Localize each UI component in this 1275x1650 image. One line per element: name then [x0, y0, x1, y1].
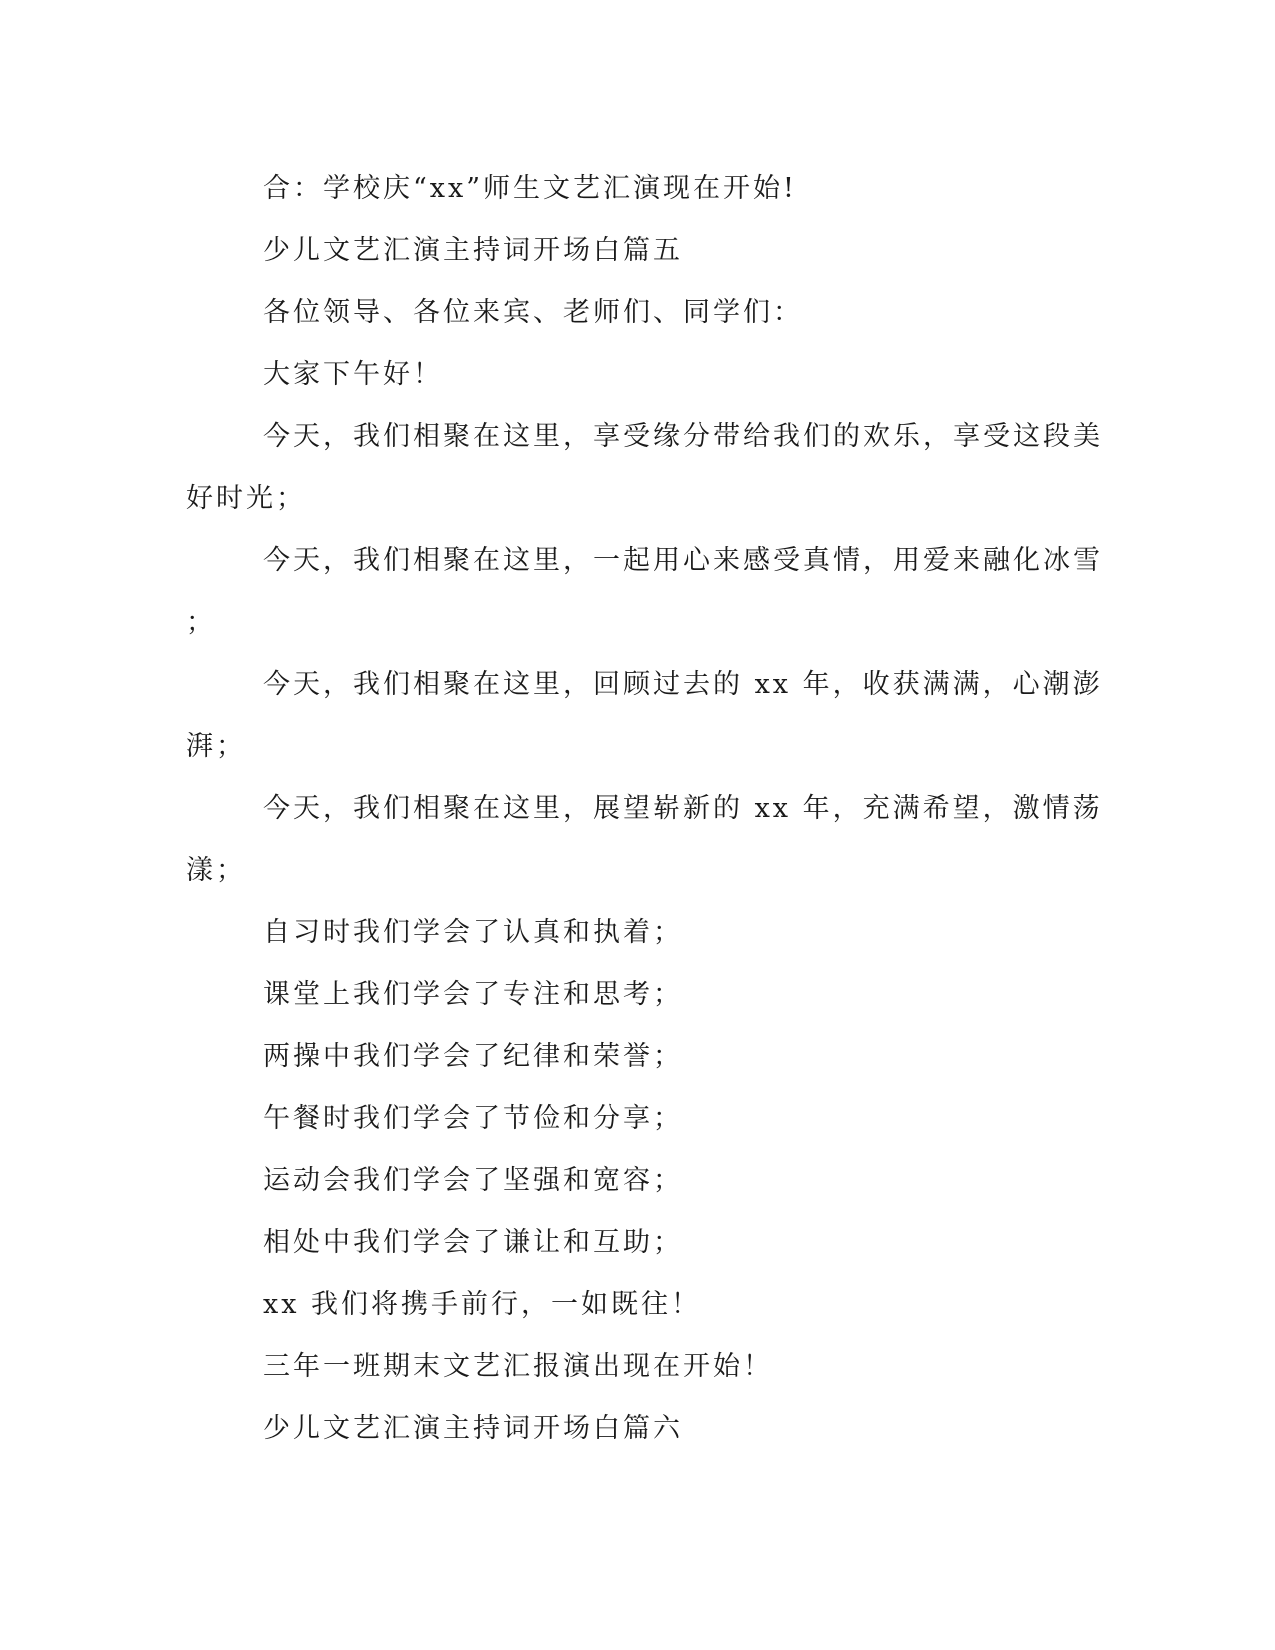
line-together-forward: xx 我们将携手前行，一如既往！ [263, 1289, 702, 1320]
section-heading-five: 少儿文艺汇演主持词开场白篇五 [263, 235, 683, 266]
line-good-afternoon: 大家下午好！ [263, 359, 443, 390]
line-today-1: 今天，我们相聚在这里，享受缘分带给我们的欢乐，享受这段美 [263, 421, 1103, 452]
line-today-3: 今天，我们相聚在这里，回顾过去的 xx 年，收获满满，心潮澎 [263, 669, 1103, 700]
line-today-1-cont: 好时光； [186, 483, 306, 514]
line-today-3-cont: 湃； [186, 731, 246, 762]
line-today-2: 今天，我们相聚在这里，一起用心来感受真情，用爱来融化冰雪 [263, 545, 1103, 576]
line-getting-along: 相处中我们学会了谦让和互助； [263, 1227, 683, 1258]
line-self-study: 自习时我们学会了认真和执着； [263, 917, 683, 948]
line-performance-start: 三年一班期末文艺汇报演出现在开始！ [263, 1351, 773, 1382]
section-heading-six: 少儿文艺汇演主持词开场白篇六 [263, 1413, 683, 1444]
line-greeting-audience: 各位领导、各位来宾、老师们、同学们： [263, 297, 803, 328]
line-lunch: 午餐时我们学会了节俭和分享； [263, 1103, 683, 1134]
line-classroom: 课堂上我们学会了专注和思考； [263, 979, 683, 1010]
line-sports-meet: 运动会我们学会了坚强和宽容； [263, 1165, 683, 1196]
line-today-4-cont: 漾； [186, 855, 246, 886]
line-today-2-cont: ； [186, 607, 216, 638]
line-exercises: 两操中我们学会了纪律和荣誉； [263, 1041, 683, 1072]
document-body [186, 158, 1103, 1460]
line-closing-announcement: 合：学校庆“xx”师生文艺汇演现在开始! [263, 173, 797, 204]
line-today-4: 今天，我们相聚在这里，展望崭新的 xx 年，充满希望，激情荡 [263, 793, 1103, 824]
